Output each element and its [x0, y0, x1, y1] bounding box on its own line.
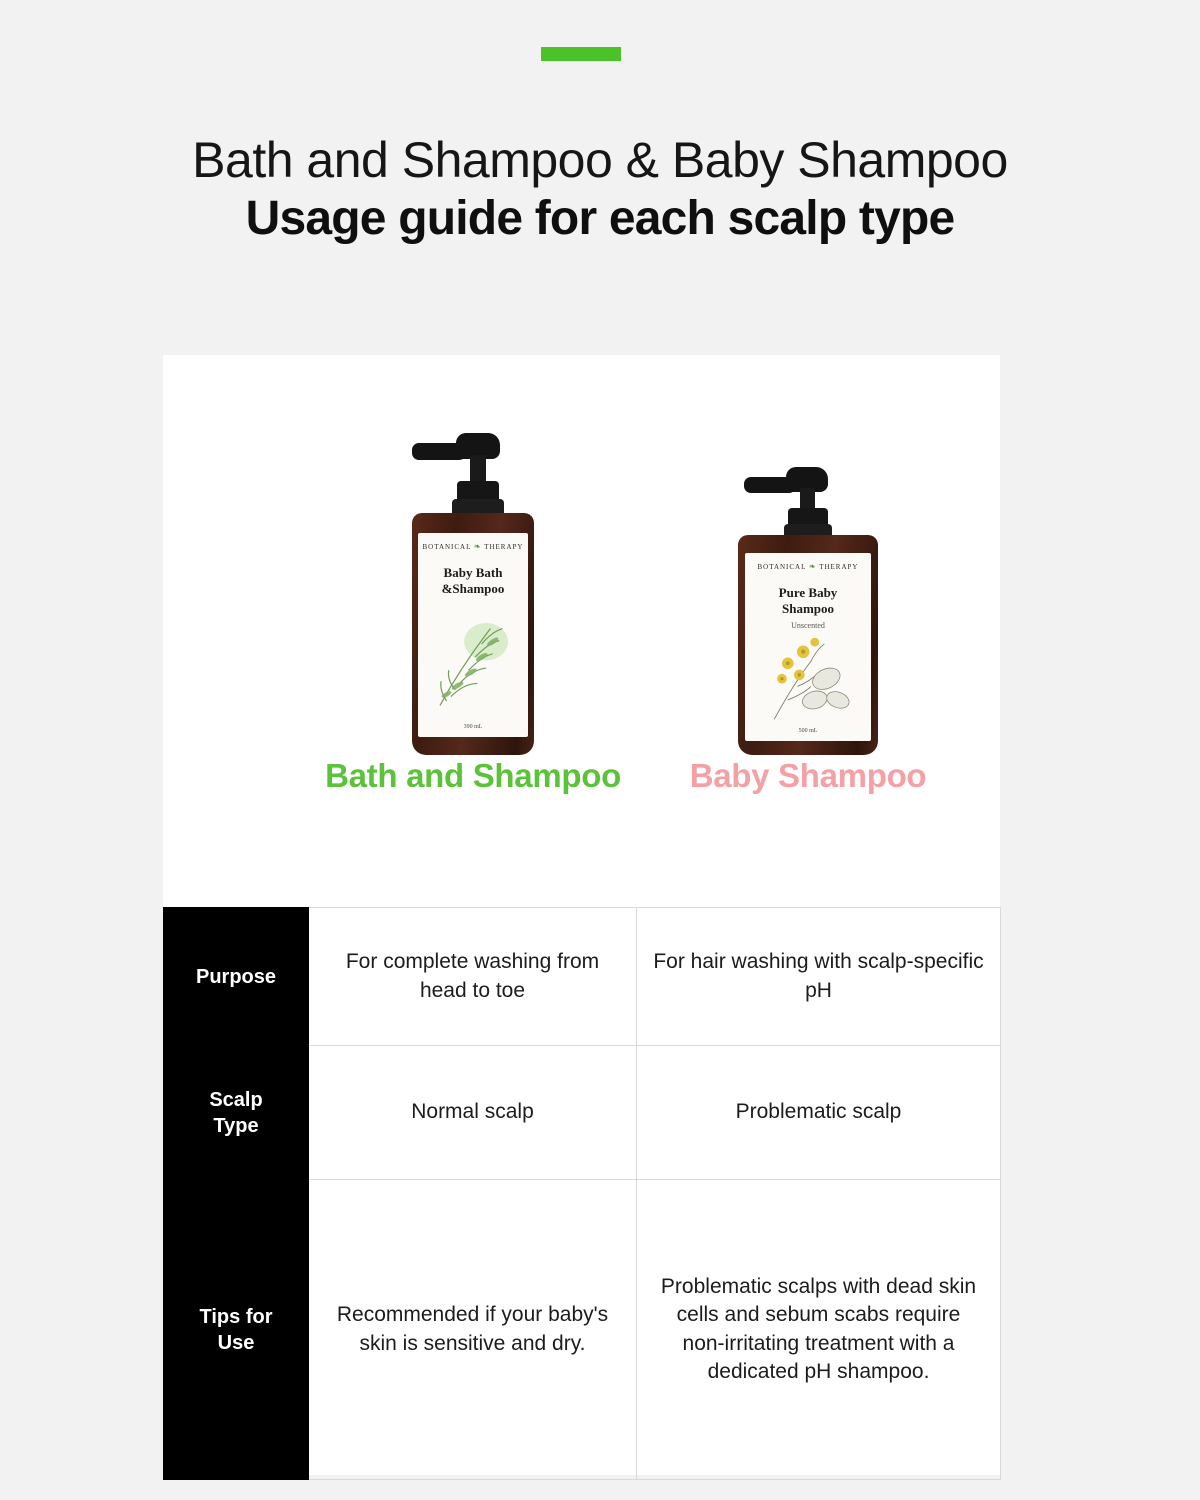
- product-bath-and-shampoo: [308, 355, 638, 797]
- bottle-graphic: [738, 455, 878, 755]
- bottle-image-bath: [308, 355, 638, 755]
- title-line-2: Usage guide for each scalp type: [245, 192, 955, 245]
- bottle-graphic: [412, 425, 534, 755]
- row-header-tips-for-use: Tips for Use: [164, 1180, 309, 1480]
- pump-collar-icon: [457, 481, 499, 501]
- leaf-icon: ❧: [808, 562, 817, 571]
- bottle-body: [738, 535, 878, 755]
- comparison-card: [163, 355, 1000, 1475]
- product-label-baby: Baby Shampoo: [689, 757, 927, 794]
- cell-purpose-bath: For complete washing from head to toe: [309, 908, 637, 1046]
- bottle-brand: BOTANICAL ❧ THERAPY: [422, 542, 524, 551]
- bottle-volume: 390 mL: [463, 724, 483, 730]
- bottle-image-baby: [643, 355, 973, 755]
- bottle-product-name: Baby Bath &Shampoo: [441, 565, 505, 597]
- cell-purpose-baby: For hair washing with scalp-specific pH: [637, 908, 1001, 1046]
- bottle-volume: 500 mL: [798, 728, 818, 734]
- bottle-botanical-art: [745, 619, 871, 725]
- accent-bar: [541, 47, 621, 61]
- bottle-neck-icon: [452, 499, 504, 513]
- leaf-icon: ❧: [473, 542, 482, 551]
- page-title: [0, 132, 1200, 247]
- table-row: [164, 908, 1001, 1046]
- bottle-body: [412, 513, 534, 755]
- product-label-bath: Bath and Shampoo: [325, 757, 621, 794]
- cell-tips-baby: Problematic scalps with dead skin cells and sebum scabs require non-irritating treatment with a dedicated pH shampoo.: [637, 1180, 1001, 1480]
- table-row: [164, 1180, 1001, 1480]
- bottle-product-name: Pure Baby Shampoo: [778, 585, 838, 617]
- title-line-1: Bath and Shampoo & Baby Shampoo: [192, 132, 1008, 188]
- bottle-label: [745, 553, 871, 741]
- row-header-purpose: Purpose: [164, 908, 309, 1046]
- product-baby-shampoo: [643, 355, 973, 797]
- cell-scalp-type-baby: Problematic scalp: [637, 1046, 1001, 1180]
- comparison-table: [163, 907, 1001, 1480]
- bottle-brand: BOTANICAL ❧ THERAPY: [757, 562, 859, 571]
- bottle-label: [418, 533, 528, 737]
- cell-tips-bath: Recommended if your baby's skin is sensitive and dry.: [309, 1180, 637, 1480]
- bottle-botanical-art: [418, 591, 528, 721]
- product-showcase: [163, 355, 1000, 905]
- bottle-subtitle: Unscented: [791, 620, 825, 630]
- row-header-scalp-type: Scalp Type: [164, 1046, 309, 1180]
- cell-scalp-type-bath: Normal scalp: [309, 1046, 637, 1180]
- table-row: [164, 1046, 1001, 1180]
